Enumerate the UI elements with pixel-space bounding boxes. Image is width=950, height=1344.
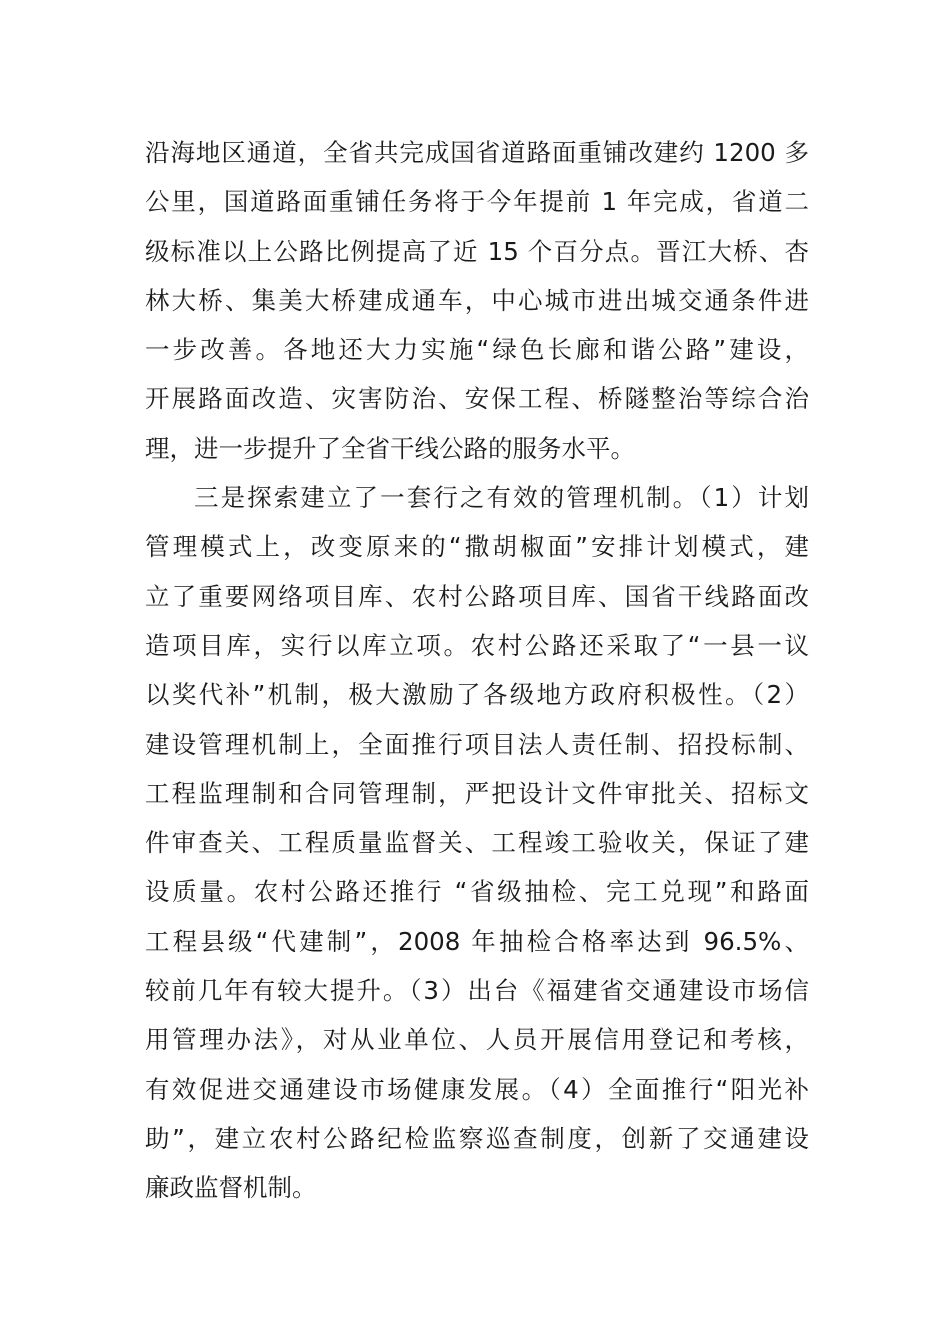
paragraph-2-line-13: 有效促进交通建设市场健康发展。（4）全面推行“阳光补 xyxy=(145,1074,809,1104)
paragraph-1-line-2: 公里，国道路面重铺任务将于今年提前 1 年完成，省道二 xyxy=(145,187,809,217)
paragraph-1-line-4: 林大桥、集美大桥建成通车，中心城市进出城交通条件进 xyxy=(145,285,809,315)
paragraph-2-line-1: 三是探索建立了一套行之有效的管理机制。（1）计划 xyxy=(194,483,809,513)
paragraph-2-line-11: 较前几年有较大提升。（3）出台《福建省交通建设市场信 xyxy=(145,976,809,1006)
paragraph-2-line-4: 造项目库，实行以库立项。农村公路还采取了“一县一议 xyxy=(145,630,809,660)
paragraph-2-line-6: 建设管理机制上，全面推行项目法人责任制、招投标制、 xyxy=(145,729,809,759)
paragraph-2-line-5: 以奖代补”机制，极大激励了各级地方政府积极性。（2） xyxy=(145,680,809,710)
paragraph-1-line-1: 沿海地区通道，全省共完成国省道路面重铺改建约 1200 多 xyxy=(145,138,809,167)
paragraph-2-line-3: 立了重要网络项目库、农村公路项目库、国省干线路面改 xyxy=(145,581,809,611)
paragraph-2-line-10: 工程县级“代建制”，2008 年抽检合格率达到 96.5%、 xyxy=(145,926,809,956)
paragraph-2-line-15: 廉政监督机制。 xyxy=(145,1173,317,1203)
paragraph-2-line-14: 助”，建立农村公路纪检监察巡查制度，创新了交通建设 xyxy=(145,1123,809,1153)
paragraph-2-line-8: 件审查关、工程质量监督关、工程竣工验收关，保证了建 xyxy=(145,828,809,858)
paragraph-1-line-3: 级标准以上公路比例提高了近 15 个百分点。晋江大桥、杏 xyxy=(145,236,809,266)
body-text xyxy=(145,128,809,1213)
paragraph-2-line-7: 工程监理制和合同管理制，严把设计文件审批关、招标文 xyxy=(145,778,809,808)
paragraph-1-line-7: 理，进一步提升了全省干线公路的服务水平。 xyxy=(145,433,635,463)
paragraph-1-line-6: 开展路面改造、灾害防治、安保工程、桥隧整治等综合治 xyxy=(145,384,809,414)
paragraph-1-line-5: 一步改善。各地还大力实施“绿色长廊和谐公路”建设， xyxy=(145,335,809,365)
paragraph-2-line-9: 设质量。农村公路还推行 “省级抽检、完工兑现”和路面 xyxy=(145,877,809,907)
paragraph-2-line-2: 管理模式上，改变原来的“撒胡椒面”安排计划模式，建 xyxy=(145,532,809,562)
paragraph-2-line-12: 用管理办法》，对从业单位、人员开展信用登记和考核， xyxy=(145,1025,809,1055)
